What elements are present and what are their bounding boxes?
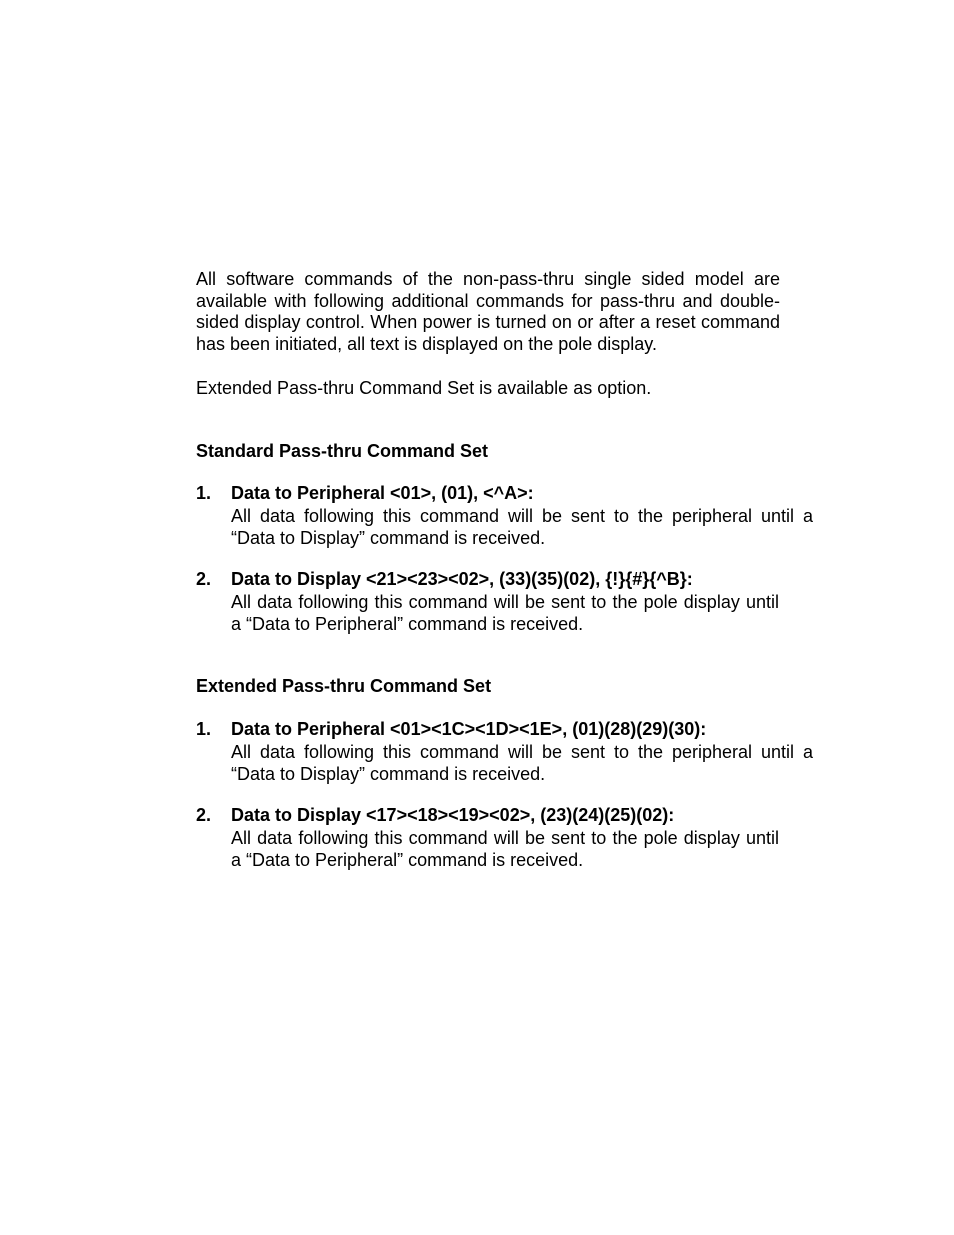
intro-paragraph: All software commands of the non-pass-thru single sided model are available with following additional commands for pass-thru and double-sided display control. When power is turned on or after a reset command has been initiated, all text is displayed on the pole display.: [196, 269, 780, 355]
document-page: [196, 269, 816, 871]
extended-section-heading: Extended Pass-thru Command Set: [196, 676, 492, 697]
command-title: Data to Display <21><23><02>, (33)(35)(02), {!}{#}{^B}:: [231, 569, 693, 590]
command-title: Data to Display <17><18><19><02>, (23)(24)(25)(02):: [231, 805, 675, 826]
command-description: All data following this command will be sent to the peripheral until a “Data to Display” command is received.: [231, 741, 813, 784]
item-number: 1.: [196, 719, 212, 740]
item-number: 2.: [196, 805, 212, 826]
extended-command-list: [196, 719, 816, 871]
command-description: All data following this command will be sent to the pole display until a “Data to Peripheral” command is received.: [231, 592, 779, 634]
standard-section-heading: Standard Pass-thru Command Set: [196, 440, 489, 461]
list-item: [196, 569, 816, 635]
command-description: All data following this command will be sent to the peripheral until a “Data to Display” command is received.: [231, 505, 813, 548]
extended-option-note: Extended Pass-thru Command Set is available as option.: [196, 377, 652, 398]
item-number: 2.: [196, 569, 212, 590]
list-item: [196, 719, 816, 785]
command-description: All data following this command will be sent to the pole display until a “Data to Peripheral” command is received.: [231, 827, 779, 870]
list-item: [196, 483, 816, 549]
command-title: Data to Peripheral <01>, (01), <^A>:: [231, 483, 534, 504]
list-item: [196, 805, 816, 871]
standard-command-list: [196, 483, 816, 635]
item-number: 1.: [196, 483, 212, 504]
command-title: Data to Peripheral <01><1C><1D><1E>, (01)(28)(29)(30):: [231, 719, 707, 740]
